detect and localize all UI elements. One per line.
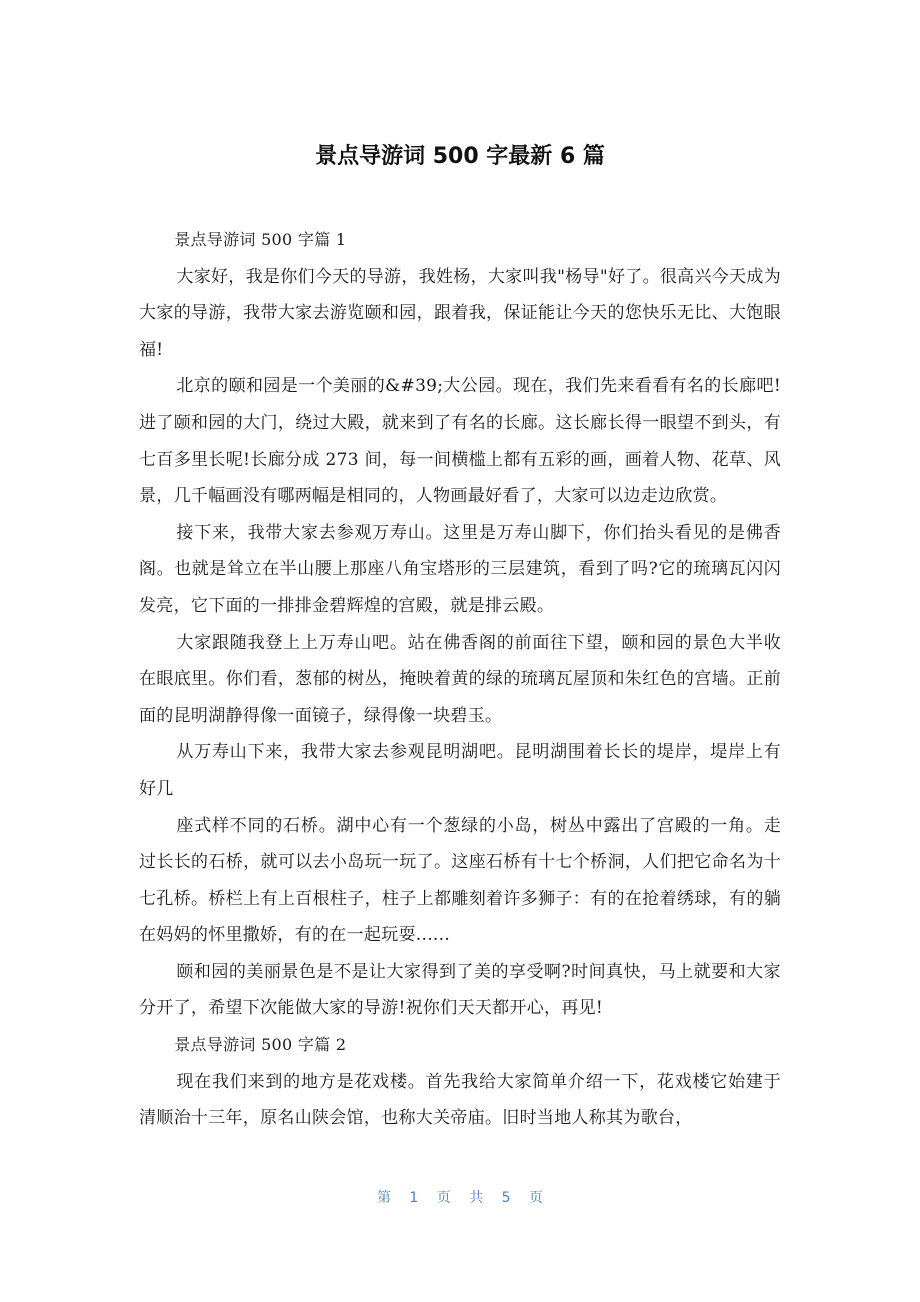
paragraph: 从万寿山下来，我带大家去参观昆明湖吧。昆明湖围着长长的堤岸，堤岸上有好几: [139, 742, 781, 799]
page-number-footer: 第 1 页 共 5 页: [376, 1190, 544, 1206]
paragraph: 接下来，我带大家去参观万寿山。这里是万寿山脚下，你们抬头看见的是佛香阁。也就是耸立在半山腰上那座八角宝塔形的三层建筑，看到了吗?它的琉璃瓦闪闪发亮，它下面的一排排金碧辉煌的宫殿，就是排云殿。: [139, 522, 781, 616]
document-body: [139, 222, 781, 1137]
document-title: 景点导游词 500 字最新 6 篇: [315, 144, 605, 169]
paragraph: 大家跟随我登上上万寿山吧。站在佛香阁的前面往下望，颐和园的景色大半收在眼底里。你们看，葱郁的树丛，掩映着黄的绿的琉璃瓦屋顶和朱红色的宫墙。正前面的昆明湖静得像一面镜子，绿得像一块碧玉。: [139, 632, 781, 726]
section-heading-1: 景点导游词 500 字篇 1: [174, 230, 347, 249]
paragraph: 大家好，我是你们今天的导游，我姓杨，大家叫我"杨导"好了。很高兴今天成为大家的导游，我带大家去游览颐和园，跟着我，保证能让今天的您快乐无比、大饱眼福!: [139, 266, 781, 360]
section-heading-2: 景点导游词 500 字篇 2: [174, 1035, 347, 1055]
paragraph: 颐和园的美丽景色是不是让大家得到了美的享受啊?时间真快，马上就要和大家分开了，希望下次能做大家的导游!祝你们天天都开心，再见!: [139, 961, 781, 1019]
paragraph: 北京的颐和园是一个美丽的&#39;大公园。现在，我们先来看看有名的长廊吧!进了颐和园的大门，绕过大殿，就来到了有名的长廊。这长廊长得一眼望不到头，有七百多里长呢!长廊分成 273 间，每一间横槛上都有五彩的画，画着人物、花草、风景，几千幅画没有哪两幅是相同的，人物画最好看了，大家可以边走边欣赏。: [139, 376, 781, 507]
paragraph: 座式样不同的石桥。湖中心有一个葱绿的小岛，树丛中露出了宫殿的一角。走过长长的石桥，就可以去小岛玩一玩了。这座石桥有十七个桥洞，人们把它命名为十七孔桥。桥栏上有上百根柱子，柱子上都雕刻着许多狮子：有的在抢着绣球，有的躺在妈妈的怀里撒娇，有的在一起玩耍......: [139, 815, 781, 946]
paragraph: 现在我们来到的地方是花戏楼。首先我给大家简单介绍一下，花戏楼它始建于清顺治十三年，原名山陕会馆，也称大关帝庙。旧时当地人称其为歌台，: [139, 1071, 781, 1129]
